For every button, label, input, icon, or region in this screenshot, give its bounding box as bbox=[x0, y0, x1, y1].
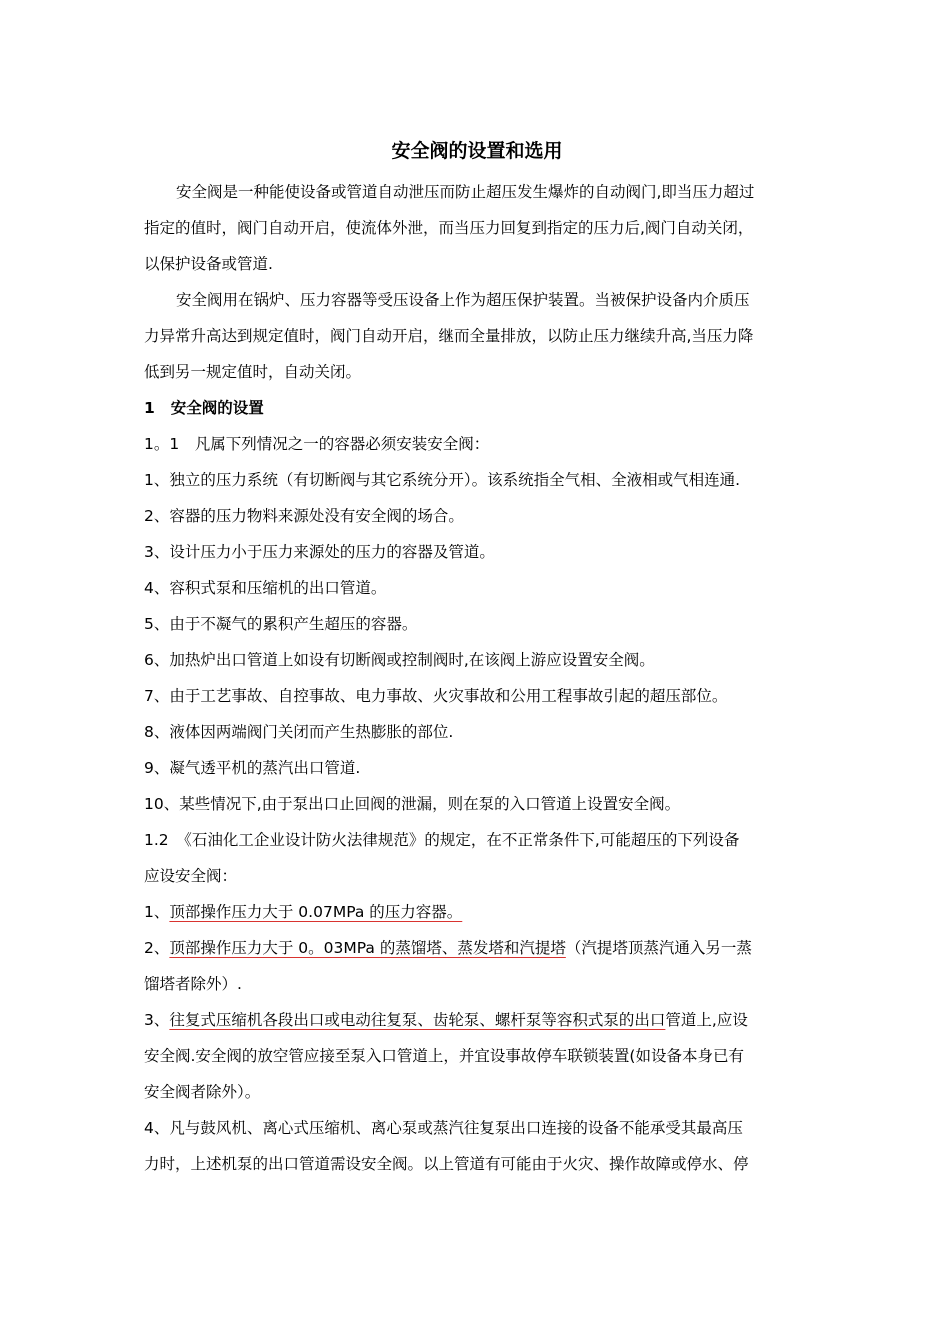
list2-item-4-line-1: 4、凡与鼓风机、离心式压缩机、离心泵或蒸汽往复泵出口连接的设备不能承受其最高压 bbox=[144, 1119, 743, 1137]
list2-item-2-line-2: 馏塔者除外）. bbox=[144, 975, 242, 993]
list-item: 1、独立的压力系统（有切断阀与其它系统分开）。该系统指全气相、全液相或气相连通. bbox=[144, 471, 741, 489]
intro-paragraph-1-line-2: 指定的值时，阀门自动开启，使流体外泄，而当压力回复到指定的压力后,阀门自动关闭， bbox=[144, 219, 754, 237]
list-item: 2、容器的压力物料来源处没有安全阀的场合。 bbox=[144, 507, 464, 525]
document-title: 安全阀的设置和选用 bbox=[391, 140, 563, 162]
list2-item-3-line-2: 安全阀.安全阀的放空管应接至泵入口管道上，并宜设事故停车联锁装置(如设备本身已有 bbox=[144, 1047, 744, 1065]
list2-item-1-underlined-text: 顶部操作压力大于 0.07MPa 的压力容器。 bbox=[169, 903, 463, 921]
list2-item-3-line-3: 安全阀者除外）。 bbox=[144, 1083, 261, 1101]
list2-item-1 bbox=[144, 894, 810, 930]
list2-item-2-underlined-text: 顶部操作压力大于 0。03MPa 的蒸馏塔、蒸发塔和汽提塔 bbox=[169, 939, 566, 957]
list-item: 8、液体因两端阀门关闭而产生热膨胀的部位. bbox=[144, 723, 454, 741]
list2-item-4-line-2: 力时，上述机泵的出口管道需设安全阀。以上管道有可能由于火灾、操作故障或停水、停 bbox=[144, 1155, 749, 1173]
subsection-1-1: 1。1 凡属下列情况之一的容器必须安装安全阀： bbox=[144, 435, 490, 453]
intro-paragraph-1-line-3: 以保护设备或管道. bbox=[144, 255, 273, 273]
list2-item-3-rest: 管道上,应设 bbox=[665, 1011, 748, 1029]
list-item: 4、容积式泵和压缩机的出口管道。 bbox=[144, 579, 387, 597]
subsection-1-2-line-2: 应设安全阀： bbox=[144, 867, 238, 885]
list2-item-2-number: 2、 bbox=[144, 939, 170, 957]
list2-item-3-underlined-text: 往复式压缩机各段出口或电动往复泵、齿轮泵、螺杆泵等容积式泵的出口 bbox=[169, 1011, 666, 1029]
section-number: 1 bbox=[144, 399, 155, 417]
list2-item-1-number: 1、 bbox=[144, 903, 170, 921]
list-item: 6、加热炉出口管道上如设有切断阀或控制阀时,在该阀上游应设置安全阀。 bbox=[144, 651, 655, 669]
intro-paragraph-1-line-1: 安全阀是一种能使设备或管道自动泄压而防止超压发生爆炸的自动阀门,即当压力超过 bbox=[176, 183, 755, 201]
list-item: 5、由于不凝气的累积产生超压的容器。 bbox=[144, 615, 418, 633]
intro-paragraph-2-line-1: 安全阀用在锅炉、压力容器等受压设备上作为超压保护装置。当被保护设备内介质压 bbox=[176, 291, 750, 309]
list-item: 7、由于工艺事故、自控事故、电力事故、火灾事故和公用工程事故引起的超压部位。 bbox=[144, 687, 728, 705]
intro-paragraph-2-line-3: 低到另一规定值时，自动关闭。 bbox=[144, 363, 362, 381]
section-heading bbox=[144, 390, 810, 426]
list2-item-2-line-1 bbox=[144, 930, 810, 966]
intro-paragraph-2-line-2: 力异常升高达到规定值时，阀门自动开启，继而全量排放，以防止压力继续升高,当压力降 bbox=[144, 327, 754, 345]
list-item: 10、某些情况下,由于泵出口止回阀的泄漏，则在泵的入口管道上设置安全阀。 bbox=[144, 795, 681, 813]
subsection-1-2-line-1: 1.2 《石油化工企业设计防火法律规范》的规定，在不正常条件下,可能超压的下列设备 bbox=[144, 831, 740, 849]
section-title: 安全阀的设置 bbox=[170, 399, 264, 417]
list2-item-2-rest: （汽提塔顶蒸汽通入另一蒸 bbox=[565, 939, 752, 957]
list2-item-3-number: 3、 bbox=[144, 1011, 170, 1029]
list2-item-3-line-1 bbox=[144, 1002, 810, 1038]
list-item: 3、设计压力小于压力来源处的压力的容器及管道。 bbox=[144, 543, 495, 561]
list-item: 9、凝气透平机的蒸汽出口管道. bbox=[144, 759, 361, 777]
